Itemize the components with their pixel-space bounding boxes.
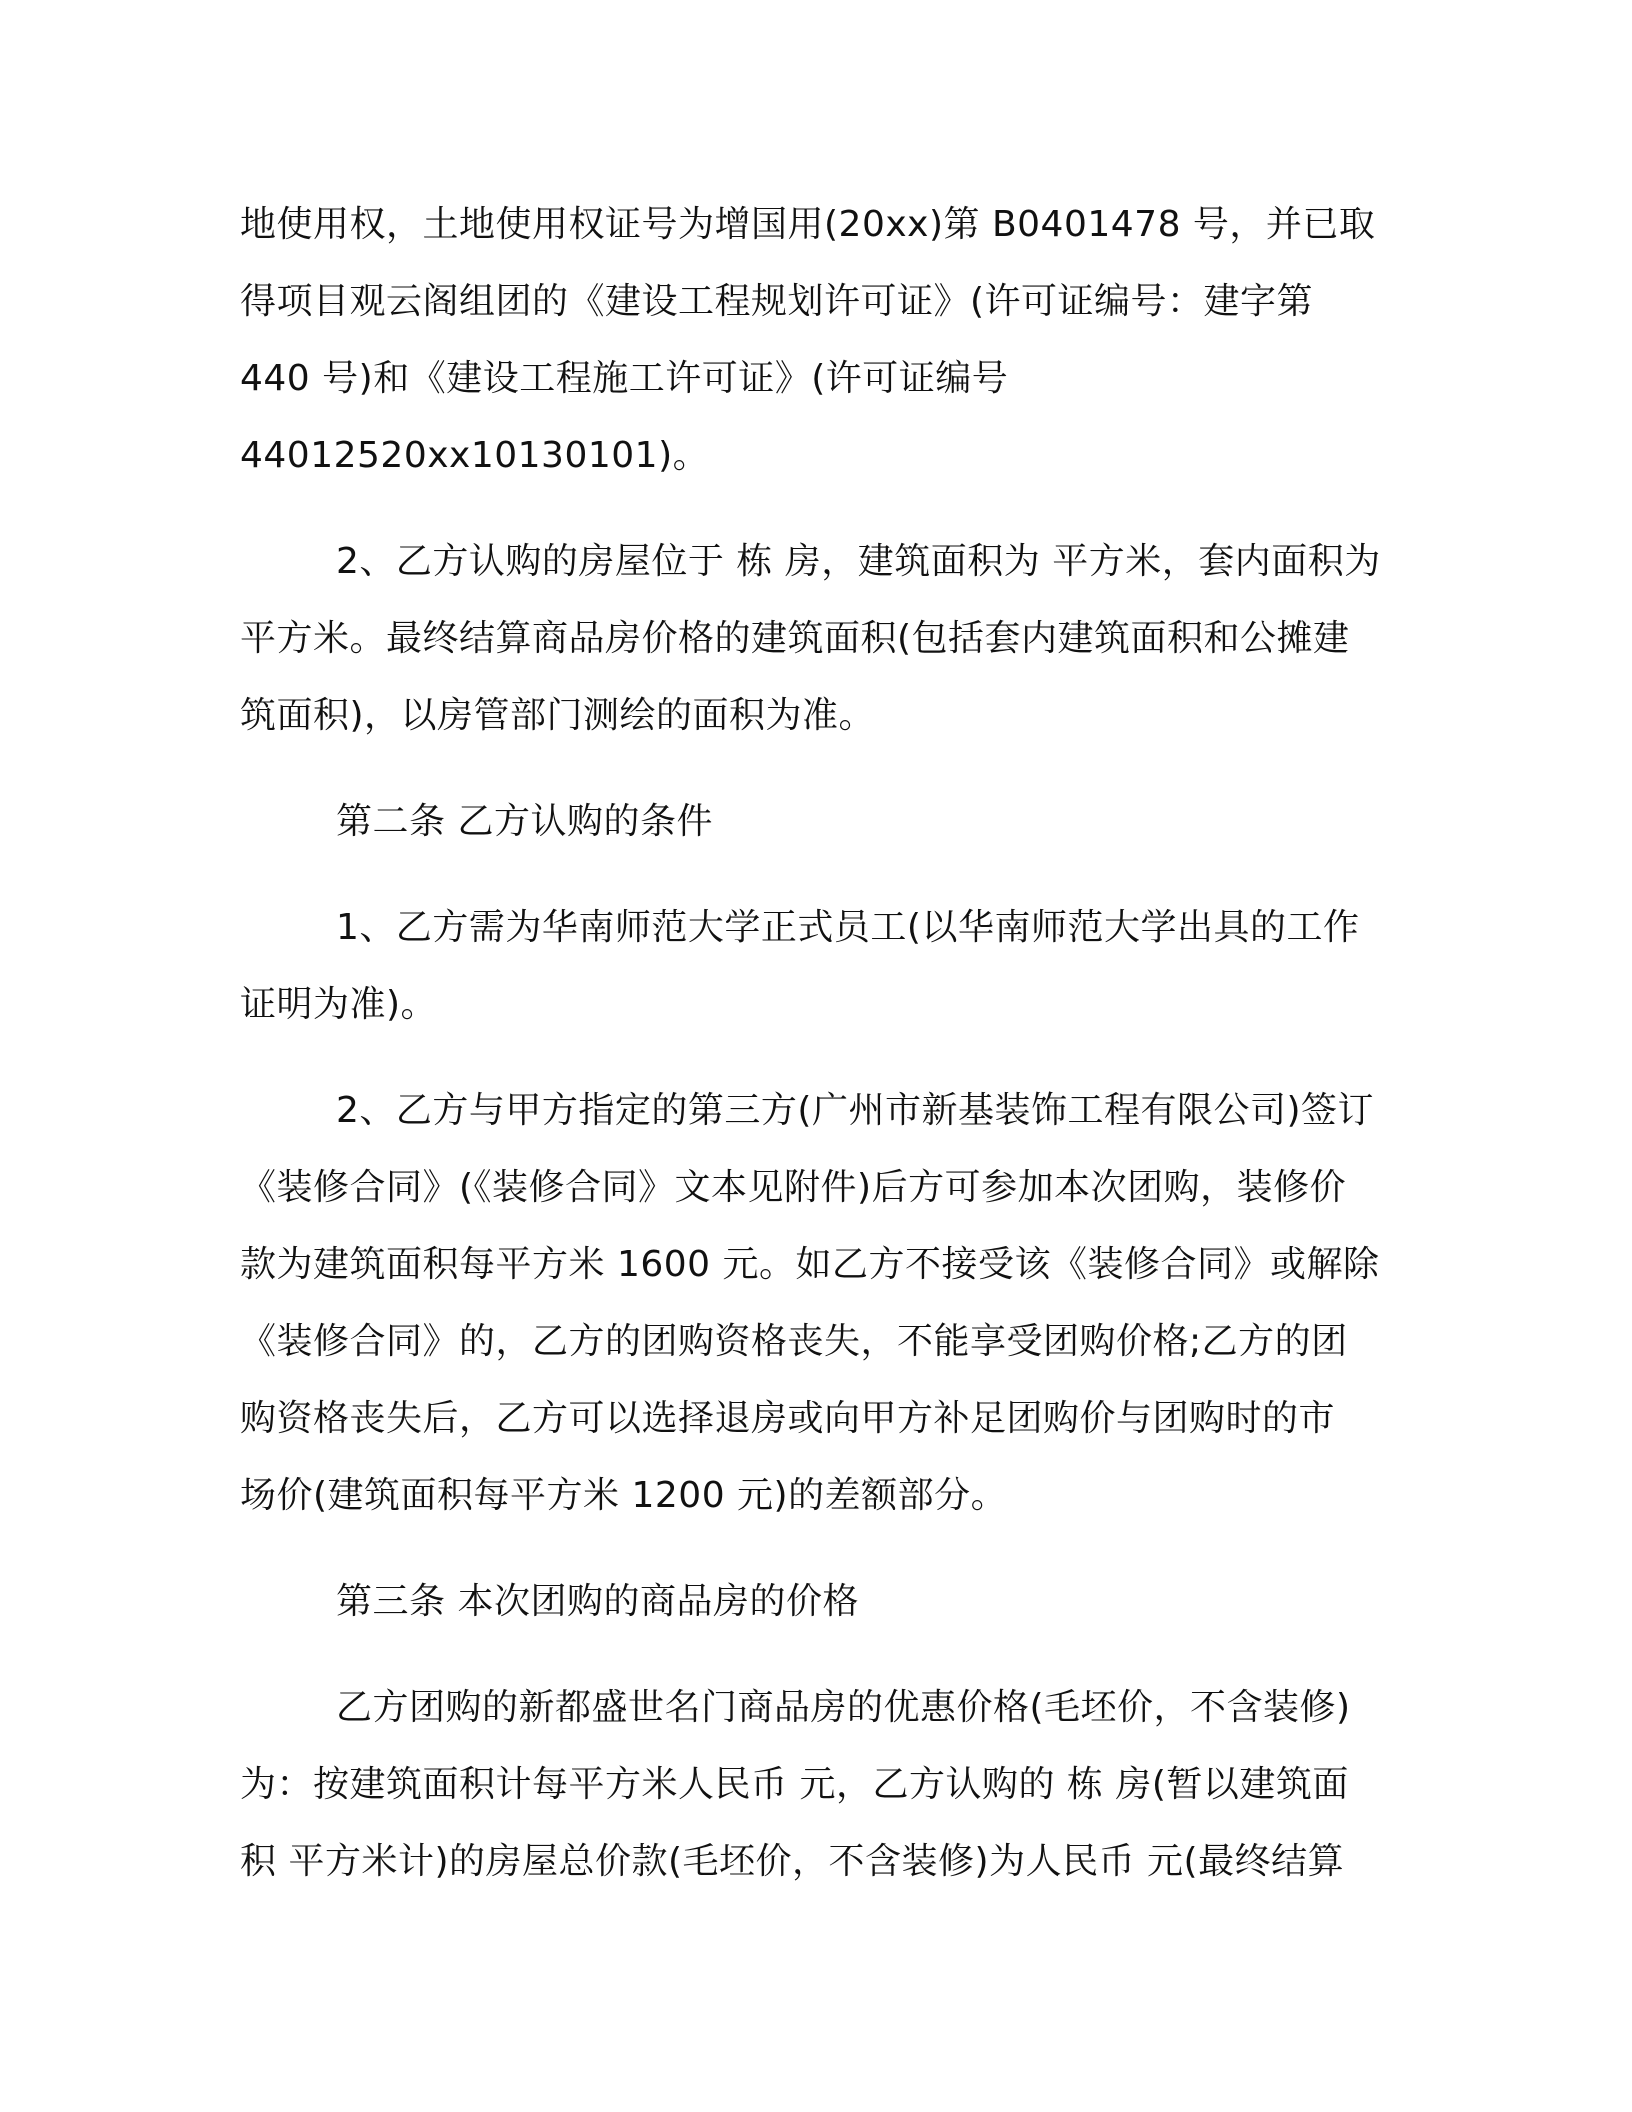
text-line: 《装修合同》的，乙方的团购资格丧失，不能享受团购价格;乙方的团 bbox=[240, 1321, 1348, 1362]
text-line: 1、乙方需为华南师范大学正式员工(以华南师范大学出具的工作 bbox=[336, 907, 1360, 948]
text-line: 地使用权，土地使用权证号为增国用(20xx)第 B0401478 号，并已取 bbox=[240, 204, 1376, 245]
heading-text: 第三条 本次团购的商品房的价格 bbox=[336, 1581, 859, 1622]
paragraph-land-use-rights bbox=[240, 186, 1400, 494]
text-line: 乙方团购的新都盛世名门商品房的优惠价格(毛坯价，不含装修) bbox=[336, 1687, 1351, 1728]
paragraph-price bbox=[240, 1669, 1400, 1900]
text-line: 款为建筑面积每平方米 1600 元。如乙方不接受该《装修合同》或解除 bbox=[240, 1244, 1380, 1285]
text-line: 积 平方米计)的房屋总价款(毛坯价，不含装修)为人民币 元(最终结算 bbox=[240, 1841, 1345, 1882]
text-line: 得项目观云阁组团的《建设工程规划许可证》(许可证编号：建字第 bbox=[240, 281, 1314, 322]
text-line: 购资格丧失后，乙方可以选择退房或向甲方补足团购价与团购时的市 bbox=[240, 1398, 1336, 1439]
section-heading-article-2 bbox=[240, 783, 1400, 860]
text-line: 场价(建筑面积每平方米 1200 元)的差额部分。 bbox=[240, 1475, 1008, 1516]
paragraph-house-location bbox=[240, 523, 1400, 754]
text-line: 《装修合同》(《装修合同》文本见附件)后方可参加本次团购，装修价 bbox=[240, 1167, 1347, 1208]
paragraph-condition-1 bbox=[240, 889, 1400, 1043]
text-line: 为：按建筑面积计每平方米人民币 元，乙方认购的 栋 房(暂以建筑面 bbox=[240, 1764, 1349, 1805]
section-heading-article-3 bbox=[240, 1563, 1400, 1640]
text-line: 筑面积)，以房管部门测绘的面积为准。 bbox=[240, 695, 876, 736]
text-line: 440 号)和《建设工程施工许可证》(许可证编号 bbox=[240, 358, 1009, 399]
text-line: 2、乙方认购的房屋位于 栋 房，建筑面积为 平方米，套内面积为 bbox=[336, 541, 1381, 582]
text-line: 44012520xx10130101)。 bbox=[240, 435, 710, 476]
text-line: 平方米。最终结算商品房价格的建筑面积(包括套内建筑面积和公摊建 bbox=[240, 618, 1350, 659]
text-line: 2、乙方与甲方指定的第三方(广州市新基装饰工程有限公司)签订 bbox=[336, 1090, 1374, 1131]
heading-text: 第二条 乙方认购的条件 bbox=[336, 801, 713, 842]
paragraph-condition-2 bbox=[240, 1072, 1400, 1534]
text-line: 证明为准)。 bbox=[240, 984, 438, 1025]
document-body bbox=[240, 186, 1400, 1900]
